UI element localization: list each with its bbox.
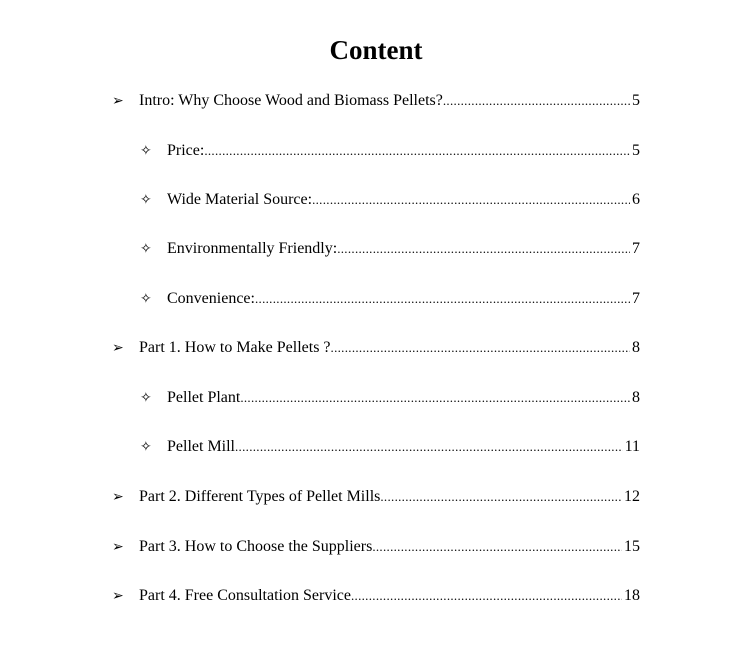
toc-entry-label: Wide Material Source: xyxy=(167,191,313,208)
arrow-bullet-icon: ➢ xyxy=(112,341,124,356)
toc-entry-label: Part 1. How to Make Pellets ? xyxy=(139,339,331,356)
toc-entry-intro[interactable] xyxy=(112,89,640,113)
toc-page-number: 6 xyxy=(632,191,640,208)
dot-leader xyxy=(372,535,622,559)
dot-leader xyxy=(255,287,630,311)
toc-entry-label: Environmentally Friendly: xyxy=(167,240,338,257)
star-bullet-icon: ✧ xyxy=(140,391,152,406)
toc-entry-label: Price: xyxy=(167,142,205,159)
star-bullet-icon: ✧ xyxy=(140,193,152,208)
toc-entry-convenience[interactable] xyxy=(140,287,640,311)
toc-entry-label: Pellet Mill xyxy=(167,438,235,455)
toc-entry-price[interactable] xyxy=(140,139,640,163)
toc-entry-label: Intro: Why Choose Wood and Biomass Pellets? xyxy=(139,92,443,109)
toc-page-number: 5 xyxy=(632,92,640,109)
page-title: Content xyxy=(329,35,423,65)
toc-entry-label: Convenience: xyxy=(167,290,255,307)
arrow-bullet-icon: ➢ xyxy=(112,589,124,604)
arrow-bullet-icon: ➢ xyxy=(112,490,124,505)
toc-entry-environmentally-friendly[interactable] xyxy=(140,237,640,261)
star-bullet-icon: ✧ xyxy=(140,292,152,307)
toc-page-number: 8 xyxy=(632,389,640,406)
toc-entry-pellet-plant[interactable] xyxy=(140,386,640,410)
toc-entry-label: Part 4. Free Consultation Service xyxy=(139,587,351,604)
toc-page-number: 18 xyxy=(624,587,640,604)
toc-entry-part-4[interactable] xyxy=(112,584,640,608)
dot-leader xyxy=(235,435,623,459)
toc-entry-part-2[interactable] xyxy=(112,485,640,509)
toc-entry-part-3[interactable] xyxy=(112,535,640,559)
dot-leader xyxy=(380,485,622,509)
toc-page-number: 8 xyxy=(632,339,640,356)
toc-page-number: 11 xyxy=(624,438,640,455)
toc-page-number: 15 xyxy=(624,538,640,555)
star-bullet-icon: ✧ xyxy=(140,144,152,159)
toc-entry-pellet-mill[interactable] xyxy=(140,435,640,459)
dot-leader xyxy=(331,336,630,360)
star-bullet-icon: ✧ xyxy=(140,242,152,257)
dot-leader xyxy=(337,237,630,261)
dot-leader xyxy=(240,386,630,410)
star-bullet-icon: ✧ xyxy=(140,440,152,455)
toc-entry-part-1[interactable] xyxy=(112,336,640,360)
toc-entry-label: Part 2. Different Types of Pellet Mills xyxy=(139,488,381,505)
toc-page-number: 7 xyxy=(632,290,640,307)
dot-leader xyxy=(351,584,622,608)
toc-page-number: 5 xyxy=(632,142,640,159)
arrow-bullet-icon: ➢ xyxy=(112,94,124,109)
toc-entry-label: Part 3. How to Choose the Suppliers xyxy=(139,538,373,555)
dot-leader xyxy=(204,139,630,163)
arrow-bullet-icon: ➢ xyxy=(112,540,124,555)
dot-leader xyxy=(312,188,630,212)
toc-entry-label: Pellet Plant xyxy=(167,389,241,406)
toc-page-number: 12 xyxy=(624,488,640,505)
toc-page-number: 7 xyxy=(632,240,640,257)
dot-leader xyxy=(443,89,630,113)
toc-entry-wide-material-source[interactable] xyxy=(140,188,640,212)
